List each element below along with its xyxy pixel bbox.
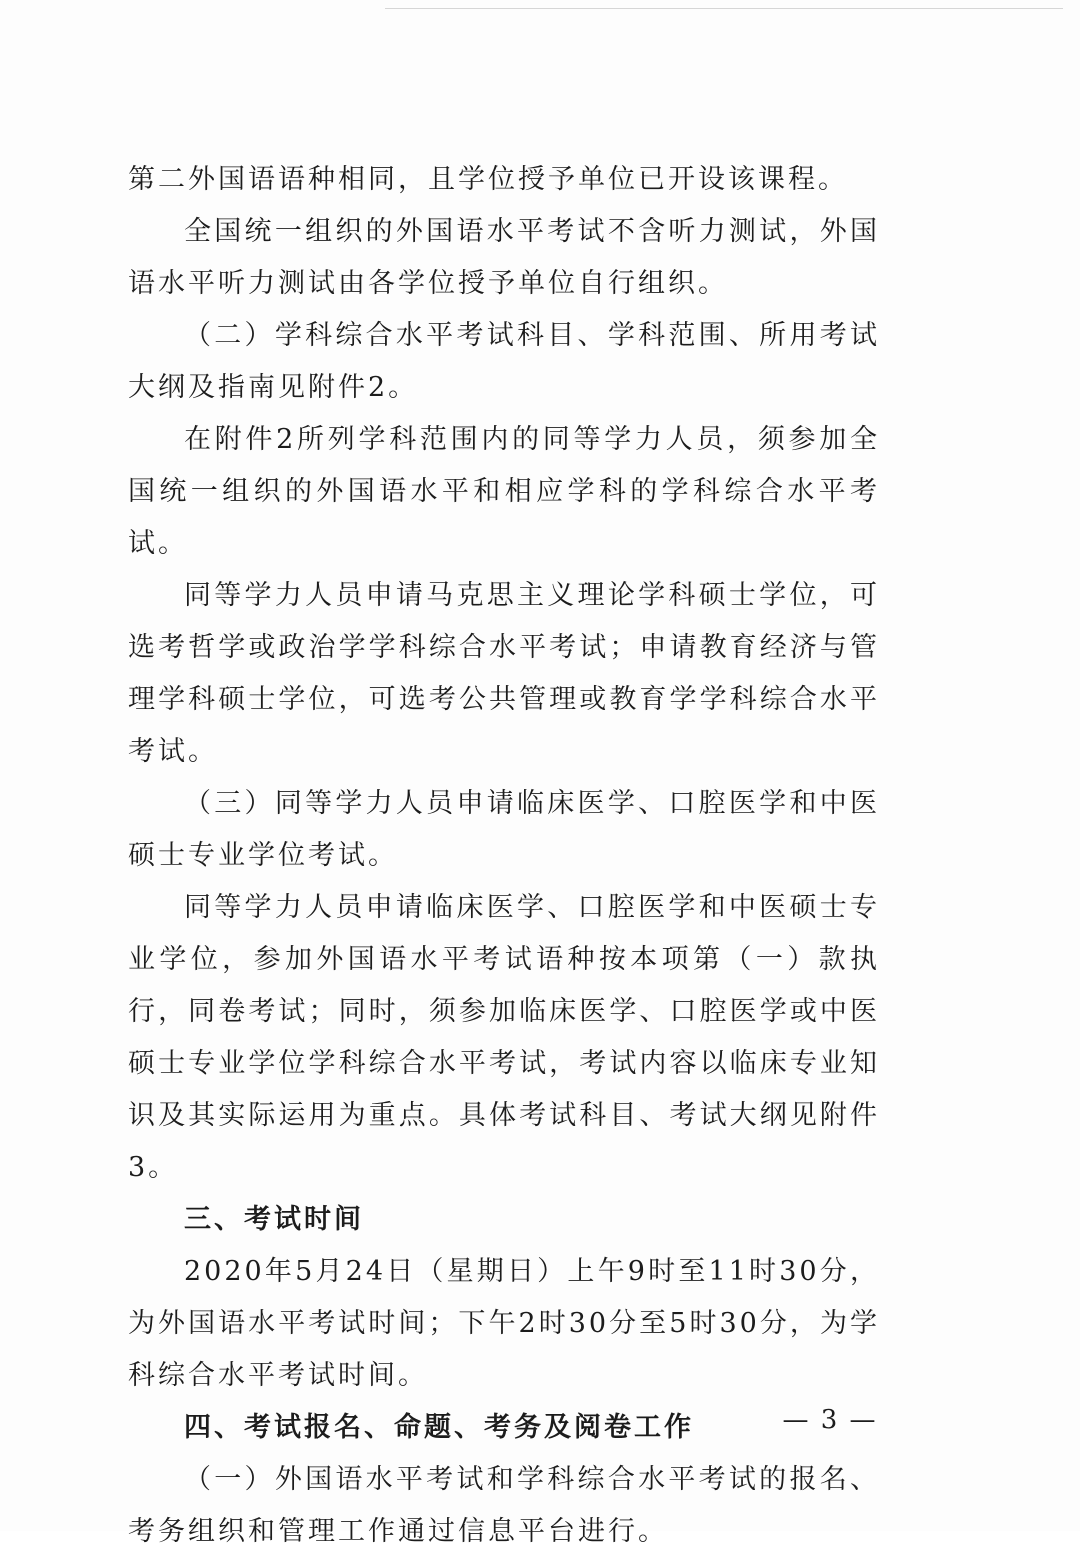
paragraph-exam-schedule: 2020年5月24日（星期日）上午9时至11时30分，为外国语水平考试时间；下午2时30分至5时30分，为学科综合水平考试时间。 — [128, 1256, 880, 1391]
paragraph-marxism-theory: 同等学力人员申请马克思主义理论学科硕士学位，可选考哲学或政治学学科综合水平考试；申请教育经济与管理学科硕士学位，可选考公共管理或教育学学科综合水平考试。 — [128, 580, 880, 767]
heading-exam-time: 三、考试时间 — [184, 1204, 364, 1235]
document-body — [128, 154, 880, 1558]
scan-edge-line — [385, 8, 1063, 9]
paragraph-registration-platform: （一）外国语水平考试和学科综合水平考试的报名、考务组织和管理工作通过信息平台进行。 — [128, 1464, 880, 1547]
paragraph-clinical-medicine: 同等学力人员申请临床医学、口腔医学和中医硕士专业学位，参加外国语水平考试语种按本项第（一）款执行，同卷考试；同时，须参加临床医学、口腔医学或中医硕士专业学位学科综合水平考试，考试内容以临床专业知识及其实际运用为重点。具体考试科目、考试大纲见附件3。 — [128, 892, 880, 1183]
heading-registration: 四、考试报名、命题、考务及阅卷工作 — [184, 1412, 694, 1443]
paragraph-section-three: （三）同等学力人员申请临床医学、口腔医学和中医硕士专业学位考试。 — [128, 788, 880, 871]
paragraph-listening-test: 全国统一组织的外国语水平考试不含听力测试，外国语水平听力测试由各学位授予单位自行组织。 — [128, 216, 880, 299]
paragraph-continuation: 第二外国语语种相同，且学位授予单位已开设该课程。 — [128, 164, 848, 195]
page-number: — 3 — — [782, 1405, 878, 1435]
paragraph-attachment-two: 在附件2所列学科范围内的同等学力人员，须参加全国统一组织的外国语水平和相应学科的学科综合水平考试。 — [128, 424, 880, 559]
paragraph-section-two: （二）学科综合水平考试科目、学科范围、所用考试大纲及指南见附件2。 — [128, 320, 880, 403]
